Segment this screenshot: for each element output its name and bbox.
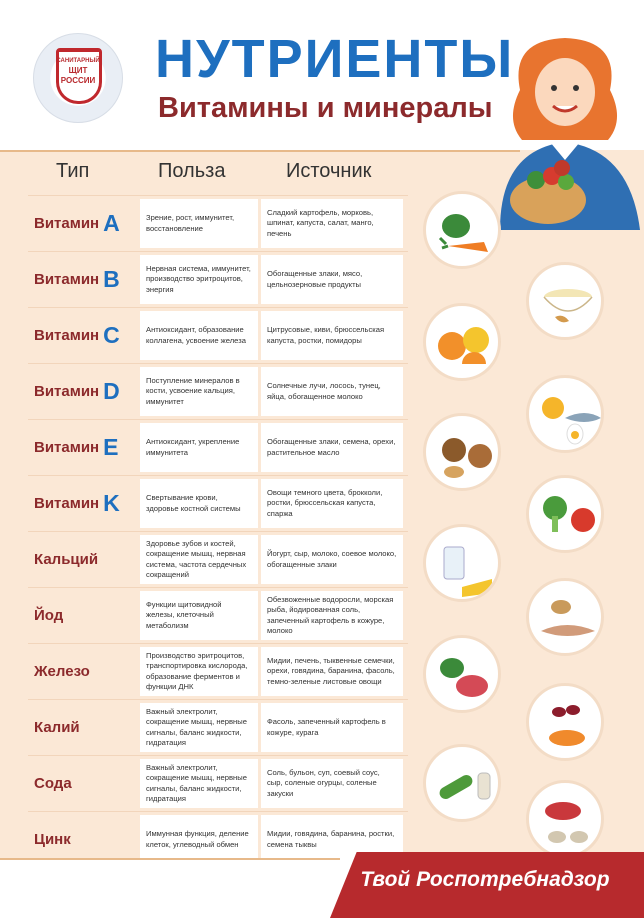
footer-divider xyxy=(0,858,340,860)
table-row xyxy=(28,363,408,419)
logo-line3: РОССИИ xyxy=(60,76,96,85)
table-row xyxy=(28,755,408,811)
nutrient-type: Йод xyxy=(34,607,64,624)
nutrient-use: Важный электролит, сокращение мышц, нервные сигналы, баланс жидкости, гидратация xyxy=(140,759,258,808)
nuts-icon xyxy=(423,413,501,491)
nutrient-use: Здоровье зубов и костей, сокращение мышц, нервная система, частота сердечных сокращений xyxy=(140,535,258,584)
nutrient-type: Железо xyxy=(34,663,90,680)
nutrient-use: Антиоксидант, образование коллагена, усвоение железа xyxy=(140,311,258,360)
table-row xyxy=(28,195,408,251)
sun-fish-egg-icon xyxy=(526,375,604,453)
potato-fish-icon xyxy=(526,578,604,656)
nutrient-use: Производство эритроцитов, транспортировка кислорода, образование ферментов и функции ДНК xyxy=(140,647,258,696)
citrus-icon xyxy=(423,303,501,381)
nutrient-type: Сода xyxy=(34,775,72,792)
nutrient-source: Йогурт, сыр, молоко, соевое молоко, обогащенные злаки xyxy=(261,535,403,584)
nutrient-type: Витамин B xyxy=(34,266,120,292)
nutrient-use: Нервная система, иммунитет, производство эритроцитов, энергия xyxy=(140,255,258,304)
column-header-use: Польза xyxy=(158,160,226,182)
nutrient-use: Иммунная функция, деление клеток, углеводный обмен xyxy=(140,815,258,864)
nutrient-source: Мидии, печень, тыквенные семечки, орехи, говядина, баранина, фасоль, темно-зеленые листовые овощи xyxy=(261,647,403,696)
nutrient-use: Свертывание крови, здоровье костной системы xyxy=(140,479,258,528)
table-row xyxy=(28,587,408,643)
nutrient-source: Обогащенные злаки, мясо, цельнозерновые продукты xyxy=(261,255,403,304)
meat-mussel-icon xyxy=(526,780,604,858)
nutrient-type: Кальций xyxy=(34,551,99,568)
footer-text: Твой Роспотребнадзор xyxy=(360,868,610,891)
table-row xyxy=(28,307,408,363)
nutrient-use: Зрение, рост, иммунитет, восстановление xyxy=(140,199,258,248)
vitamin-letter: C xyxy=(103,322,120,348)
vitamin-letter: E xyxy=(103,434,119,460)
nutrient-type: Цинк xyxy=(34,831,71,848)
divider-line xyxy=(0,150,520,152)
logo-line2: ЩИТ xyxy=(68,66,88,75)
page-title: НУТРИЕНТЫ xyxy=(155,29,515,89)
cucumber-salt-icon xyxy=(423,744,501,822)
nutrient-table xyxy=(28,195,408,867)
page-subtitle: Витамины и минералы xyxy=(158,92,493,124)
vitamin-letter: B xyxy=(103,266,120,292)
table-row xyxy=(28,419,408,475)
beans-apricot-icon xyxy=(526,683,604,761)
nutrient-type: Витамин K xyxy=(34,490,120,516)
nutrient-type: Калий xyxy=(34,719,80,736)
nutrient-source: Соль, бульон, суп, соевый соус, сыр, соленые огурцы, соленые закуски xyxy=(261,759,403,808)
table-row xyxy=(28,699,408,755)
table-row xyxy=(28,475,408,531)
milk-cheese-icon xyxy=(423,524,501,602)
nutrient-source: Мидии, говядина, баранина, ростки, семена тыквы xyxy=(261,815,403,864)
cereal-bowl-icon xyxy=(526,262,604,340)
nutrient-source: Сладкий картофель, морковь, шпинат, капуста, салат, манго, печень xyxy=(261,199,403,248)
girl-illustration xyxy=(490,30,644,230)
column-header-type: Тип xyxy=(56,160,90,182)
nutrient-use: Функции щитовидной железы, клеточный метаболизм xyxy=(140,591,258,640)
nutrient-source: Обезвоженные водоросли, морская рыба, йодированная соль, запеченный картофель в кожуре, молоко xyxy=(261,591,403,640)
vitamin-letter: A xyxy=(103,210,120,236)
vitamin-letter: K xyxy=(103,490,120,516)
nutrient-use: Антиоксидант, укрепление иммунитета xyxy=(140,423,258,472)
table-row xyxy=(28,251,408,307)
column-header-source: Источник xyxy=(286,160,372,182)
logo-line1: САНИТАРНЫЙ xyxy=(56,58,100,64)
nutrient-use: Важный электролит, сокращение мышц, нервные сигналы, баланс жидкости, гидратация xyxy=(140,703,258,752)
nutrient-source: Обогащенные злаки, семена, орехи, растительное масло xyxy=(261,423,403,472)
nutrient-type: Витамин E xyxy=(34,434,119,460)
greens-meat-icon xyxy=(423,635,501,713)
nutrient-type: Витамин D xyxy=(34,378,120,404)
broccoli-tomato-icon xyxy=(526,475,604,553)
spinach-carrot-icon xyxy=(423,191,501,269)
table-row xyxy=(28,643,408,699)
table-row xyxy=(28,531,408,587)
nutrient-source: Цитрусовые, киви, брюссельская капуста, ростки, помидоры xyxy=(261,311,403,360)
nutrient-source: Фасоль, запеченный картофель в кожуре, курага xyxy=(261,703,403,752)
vitamin-letter: D xyxy=(103,378,120,404)
nutrient-use: Поступление минералов в кости, усвоение кальция, иммунитет xyxy=(140,367,258,416)
sanitary-shield-logo xyxy=(33,33,123,123)
nutrient-type: Витамин A xyxy=(34,210,120,236)
nutrient-type: Витамин C xyxy=(34,322,120,348)
nutrient-source: Овощи темного цвета, брокколи, ростки, брюссельская капуста, спаржа xyxy=(261,479,403,528)
nutrient-source: Солнечные лучи, лосось, тунец, яйца, обогащенное молоко xyxy=(261,367,403,416)
